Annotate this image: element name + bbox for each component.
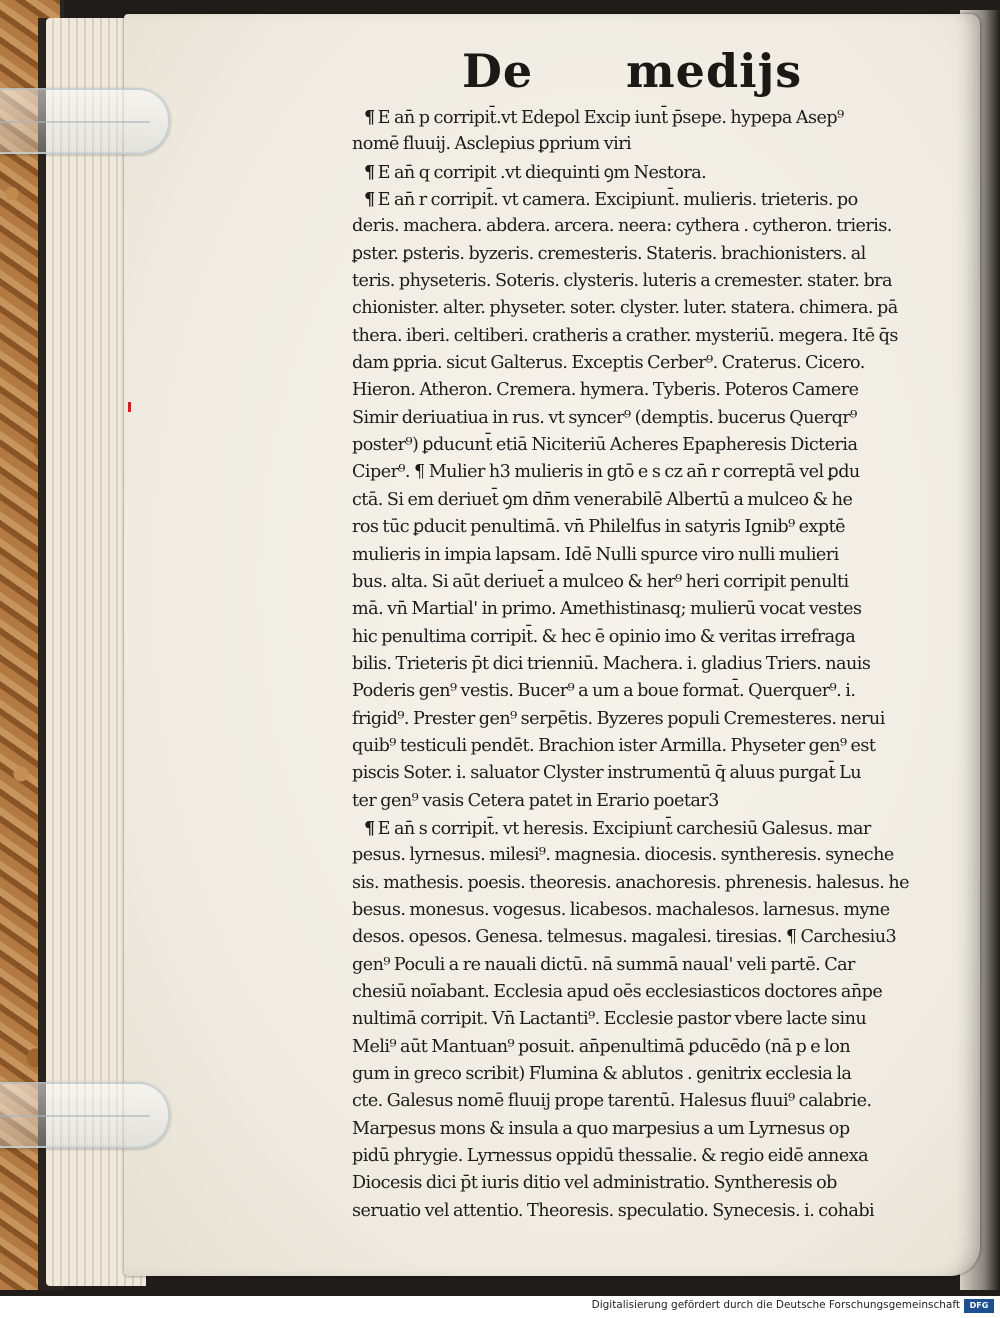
text-line-content: E an̄ p corripit̄.vt Edepol Excip iunt̄ p̄sepe. hypepa Asep⁹	[377, 108, 844, 128]
text-line-content: pesus. lyrnesus. milesi⁹. magnesia. diocesis. syntheresis. syneche	[352, 845, 894, 866]
text-line	[352, 979, 932, 1006]
text-line	[352, 1034, 932, 1061]
text-line	[352, 1170, 932, 1197]
text-line	[352, 952, 932, 979]
text-line	[352, 487, 932, 514]
text-line	[352, 651, 932, 678]
text-line-content: poster⁹) ꝑducunt̄ etiā Niciteriū Acheres Epapheresis Dicteria	[352, 435, 858, 456]
text-line-content: nultimā corripit. Vn̄ Lactanti⁹. Ecclesie pastor vbere lacte sinu	[352, 1009, 867, 1030]
text-line	[352, 131, 932, 158]
text-line-content: chionister. alter. physeter. soter. clyster. luter. statera. chimera. pā	[352, 298, 898, 319]
page-clip-bottom	[0, 1082, 170, 1148]
text-line-content: hic penultima corripit̄. & hec ē opinio imo & veritas irrefraga	[352, 626, 856, 647]
text-line	[352, 323, 932, 350]
heading-word-2: medijs	[626, 44, 803, 98]
text-line	[352, 350, 932, 377]
text-line-content: Poderis gen⁹ vestis. Bucer⁹ a um a boue format̄. Querquer⁹. i.	[352, 681, 856, 702]
text-line-content: gum in greco scribit) Flumina & ablutos . genitrix ecclesia la	[352, 1064, 852, 1085]
heading-word-1: De	[462, 44, 534, 98]
pilcrow-mark: ¶	[364, 817, 375, 839]
pilcrow-mark: ¶	[364, 189, 375, 211]
text-line	[352, 706, 932, 733]
text-line-content: ꝑster. ꝑsteris. byzeris. cremesteris. Stateris. brachionisters. al	[352, 243, 866, 264]
text-line-content: ros tūc ꝑducit penultimā. vn̄ Philelfus in satyris Ignib⁹ exptē	[352, 517, 845, 538]
text-line-content: bus. alta. Si aūt deriuet̄ a mulceo & her⁹ heri corripit penulti	[352, 571, 849, 592]
text-line	[352, 1006, 932, 1033]
pilcrow-mark: ¶	[364, 107, 375, 128]
text-line-content: ctā. Si em deriuet̄ ꝯm dn̄m venerabilē Albertū a mulceo & he	[352, 489, 853, 510]
text-line-content: besus. monesus. vogesus. licabesos. machalesos. larnesus. myne	[352, 899, 890, 920]
red-margin-mark	[128, 402, 131, 412]
footer-credit: Digitalisierung gefördert durch die Deutsche Forschungsgemeinschaft	[591, 1299, 960, 1311]
body-text	[352, 104, 932, 1225]
text-line	[352, 569, 932, 596]
text-line	[352, 842, 932, 869]
text-line-content: Marpesus mons & insula a quo marpesius a um Lyrnesus op	[352, 1118, 850, 1139]
text-line	[352, 596, 932, 623]
text-line	[352, 1061, 932, 1088]
text-line-content: mulieris in impia lapsam. Idē Nulli spurce viro nulli mulieri	[352, 544, 839, 565]
text-line-content: dam ꝑpria. sicut Galterus. Exceptis Cerber⁹. Craterus. Cicero.	[352, 353, 865, 374]
text-line-content: desos. opesos. Genesa. telmesus. magalesi. tiresias. ¶ Carchesiu3	[352, 927, 897, 948]
text-line-content: E an̄ r corripit̄. vt camera. Excipiunt̄. mulieris. trieteris. po	[377, 190, 858, 211]
text-line-content: quib⁹ testiculi pendēt. Brachion ister Armilla. Physeter gen⁹ est	[352, 735, 876, 756]
page-heading	[454, 44, 803, 104]
text-line	[352, 1143, 932, 1170]
text-line-content: ter gen⁹ vasis Cetera patet in Erario poetar3	[352, 790, 719, 811]
text-line	[352, 459, 932, 486]
text-line	[352, 760, 932, 787]
text-line-content: bilis. Trieteris p̄t dici trienniū. Machera. i. gladius Triers. nauis	[352, 653, 871, 674]
text-line-content: E an̄ q corripit .vt diequinti ꝯm Nestora.	[377, 162, 707, 183]
text-line-content: seruatio vel attentio. Theoresis. speculatio. Synecesis. i. cohabi	[352, 1200, 875, 1221]
text-line-content: frigid⁹. Prester gen⁹ serpētis. Byzeres populi Cremesteres. nerui	[352, 708, 885, 729]
text-line	[352, 159, 932, 186]
pilcrow-mark: ¶	[364, 161, 375, 183]
text-line	[352, 1088, 932, 1115]
text-line	[352, 213, 932, 240]
text-line	[352, 542, 932, 569]
text-line-content: deris. machera. abdera. arcera. neera: cythera . cytheron. trieris.	[352, 216, 892, 237]
text-line	[352, 870, 932, 897]
text-line	[352, 624, 932, 651]
text-line	[352, 268, 932, 295]
text-line	[352, 815, 932, 842]
text-line	[352, 377, 932, 404]
text-line	[352, 405, 932, 432]
text-line-content: chesiū noīabant. Ecclesia apud oēs ecclesiasticos doctores an̄pe	[352, 982, 883, 1002]
text-line	[352, 241, 932, 268]
text-line	[352, 432, 932, 459]
text-line	[352, 104, 932, 131]
text-line	[352, 514, 932, 541]
text-line	[352, 1116, 932, 1143]
text-line	[352, 678, 932, 705]
text-line-content: piscis Soter. i. saluator Clyster instrumentū q̄ aluus purgat̄ Lu	[352, 763, 862, 784]
text-line-content: sis. mathesis. poesis. theoresis. anachoresis. phrenesis. halesus. he	[352, 872, 909, 893]
footer-bar	[0, 1296, 1000, 1318]
text-line-content: thera. iberi. celtiberi. cratheris a crather. mysteriū. megera. Itē q̄s	[352, 325, 898, 346]
text-line-content: mā. vn̄ Martial' in primo. Amethistinasq; mulierū vocat vestes	[352, 599, 862, 620]
text-line-content: Meli⁹ aūt Mantuan⁹ posuit. an̄penultimā ꝑducēdo (nā p e lon	[352, 1036, 851, 1057]
text-line	[352, 733, 932, 760]
text-line-content: cte. Galesus nomē fluuij prope tarentū. Halesus fluui⁹ calabrie.	[352, 1091, 872, 1112]
text-line	[352, 295, 932, 322]
text-line	[352, 897, 932, 924]
text-line-content: E an̄ s corripit̄. vt heresis. Excipiunt̄ carchesiū Galesus. mar	[377, 818, 871, 839]
text-line-content: nomē fluuij. Asclepius ꝑprium viri	[352, 134, 632, 155]
text-line-content: Ciper⁹. ¶ Mulier h3 mulieris in gtō e s cz an̄ r correptā vel ꝑdu	[352, 462, 860, 483]
text-line-content: teris. physeteris. Soteris. clysteris. luteris a cremester. stater. bra	[352, 271, 892, 292]
page-clip-top	[0, 88, 170, 154]
dfg-logo: DFG	[964, 1299, 994, 1313]
text-line-content: Simir deriuatiua in rus. vt syncer⁹ (demptis. bucerus Querqr⁹	[352, 407, 857, 428]
text-line	[352, 1198, 932, 1225]
text-line-content: gen⁹ Poculi a re nauali dictū. nā summā naual' veli partē. Car	[352, 954, 855, 975]
text-line	[352, 924, 932, 951]
text-line-content: pidū phrygie. Lyrnessus oppidū thessalie. & regio eidē annexa	[352, 1146, 869, 1167]
text-line-content: Hieron. Atheron. Cremera. hymera. Tyberis. Poteros Camere	[352, 380, 859, 401]
text-line-content: Diocesis dici p̄t iuris ditio vel administratio. Syntheresis ob	[352, 1173, 837, 1194]
text-line	[352, 788, 932, 815]
text-line	[352, 186, 932, 213]
